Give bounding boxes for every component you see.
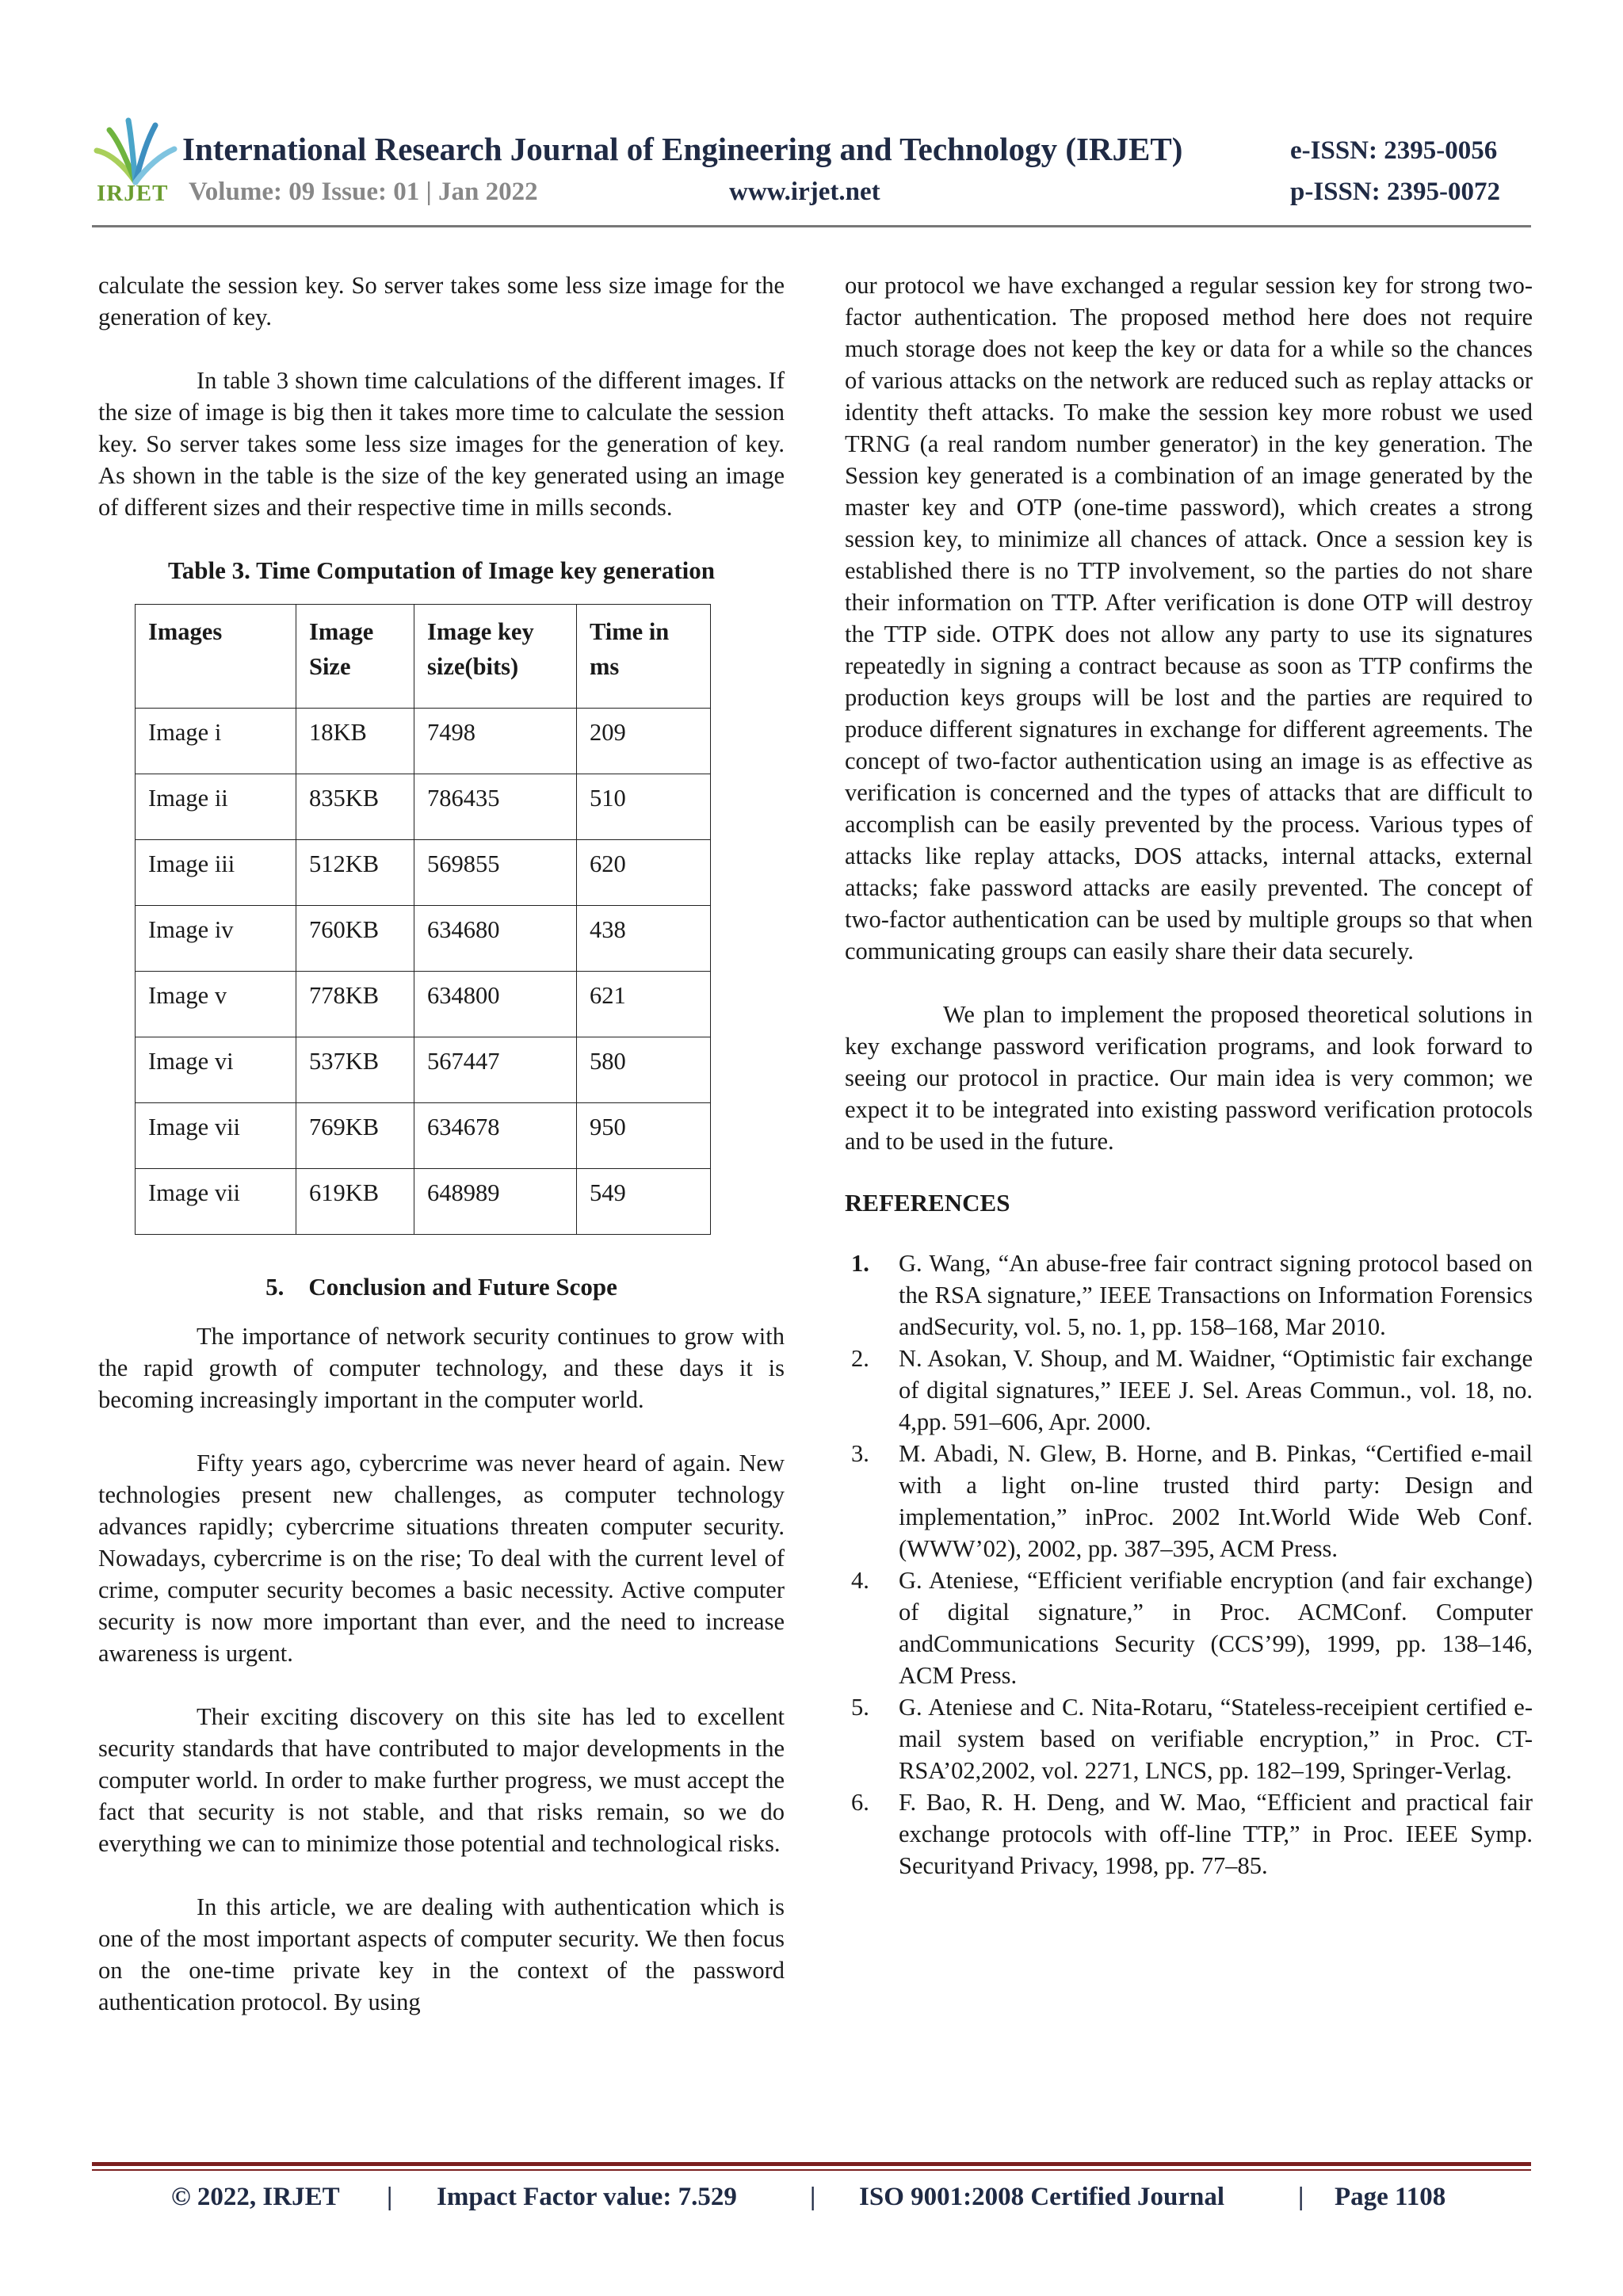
table-cell: 510	[577, 774, 711, 840]
table-cell: 648989	[414, 1169, 577, 1235]
volume-issue: Volume: 09 Issue: 01 | Jan 2022	[189, 178, 538, 206]
table-row	[136, 906, 711, 972]
reference-text: G. Wang, “An abuse-free fair contract signing protocol based on the RSA signature,” IEEE Transactions on Information Forensics andSecurity, vol. 5, no. 1, pp. 158–168, Mar 2010.	[899, 1250, 1533, 1340]
table-cell: 778KB	[296, 972, 414, 1037]
eissn: e-ISSN: 2395-0056	[1290, 136, 1498, 165]
paragraph: Fifty years ago, cybercrime was never heard of again. New technologies present new challenges, as computer technology advances rapidly; cybercrime situations threaten computer security. Nowadays, cybercrime is on the rise; To deal with the current level of crime, computer security becomes a basic necessity. Active computer security is now more important than ever, and the need to increase awareness is urgent.	[98, 1450, 785, 1667]
table-row	[136, 1037, 711, 1103]
table-cell: Image vii	[136, 1103, 296, 1169]
reference-text: G. Ateniese and C. Nita-Rotaru, “Stateless-receipient certified e-mail system based on verifiable encryption,” in Proc. CT-RSA’02,2002, vol. 2271, LNCS, pp. 182–199, Springer-Verlag.	[899, 1694, 1533, 1784]
paragraph: Their exciting discovery on this site has led to excellent security standards that have contributed to major developments in the computer world. In order to make further progress, we must accept the fact that security is not stable, and that risks remain, so we do everything we can to minimize those potential and technological risks.	[98, 1703, 785, 1857]
reference-text: M. Abadi, N. Glew, B. Horne, and B. Pinkas, “Certified e-mail with a light on-line trusted third party: Design and implementation,” inProc. 2002 Int.World Wide Web Conf. (WWW’02), 2002, pp. 387–395, ACM Press.	[899, 1440, 1533, 1562]
journal-title: International Research Journal of Engineering and Technology (IRJET)	[182, 131, 1183, 167]
table-cell: 549	[577, 1169, 711, 1235]
table-cell: 537KB	[296, 1037, 414, 1103]
table-header-cell: Image Size	[296, 605, 414, 709]
paragraph: In table 3 shown time calculations of the different images. If the size of image is big then it takes more time to calculate the session key. So server takes some less size images for the generation of key. As shown in the table is the size of the key generated using an image of different sizes and their respective time in mills seconds.	[98, 367, 785, 521]
time-computation-table	[135, 604, 711, 1235]
reference-item	[845, 1786, 1533, 1881]
table-cell: 634680	[414, 906, 577, 972]
header-divider	[92, 225, 1531, 227]
reference-number: 3.	[851, 1440, 869, 1467]
reference-text: G. Ateniese, “Efficient verifiable encryption (and fair exchange) of digital signature,” in Proc. ACMConf. Computer andCommunications Security (CCS’99), 1999, pp. 138–146, ACM Press.	[899, 1567, 1533, 1689]
table-cell: 835KB	[296, 774, 414, 840]
footer-separator: |	[1298, 2183, 1304, 2211]
table-caption: Table 3. Time Computation of Image key generation	[167, 556, 716, 584]
table-cell: 438	[577, 906, 711, 972]
reference-number: 1.	[851, 1250, 869, 1277]
table-cell: Image vii	[136, 1169, 296, 1235]
table-row	[136, 1169, 711, 1235]
copyright: © 2022, IRJET	[171, 2183, 340, 2211]
table-cell: 512KB	[296, 840, 414, 906]
reference-number: 4.	[851, 1567, 869, 1594]
reference-text: F. Bao, R. H. Deng, and W. Mao, “Efficient and practical fair exchange protocols with off-line TTP,” in Proc. IEEE Symp. Securityand Privacy, 1998, pp. 77–85.	[899, 1789, 1533, 1879]
table-row	[136, 972, 711, 1037]
table-cell: 769KB	[296, 1103, 414, 1169]
table-cell: 18KB	[296, 709, 414, 774]
table-cell: 567447	[414, 1037, 577, 1103]
table-cell: 950	[577, 1103, 711, 1169]
table-cell: Image iv	[136, 906, 296, 972]
reference-item	[845, 1343, 1533, 1438]
table-cell: 580	[577, 1037, 711, 1103]
table-cell: Image vi	[136, 1037, 296, 1103]
reference-number: 6.	[851, 1789, 869, 1816]
footer-divider	[92, 2162, 1531, 2166]
right-column	[845, 269, 1533, 1881]
impact-factor: Impact Factor value: 7.529	[437, 2183, 737, 2211]
table-row	[136, 840, 711, 906]
table-cell: 634800	[414, 972, 577, 1037]
paragraph: We plan to implement the proposed theoretical solutions in key exchange password verification programs, and look forward to seeing our protocol in practice. Our main idea is very common; we expect it to be integrated into existing password verification protocols and to be used in the future.	[845, 1001, 1533, 1155]
table-row	[136, 1103, 711, 1169]
logo-wordmark: IRJET	[97, 181, 169, 206]
left-column	[98, 269, 785, 2018]
table-cell: 7498	[414, 709, 577, 774]
page-number: Page 1108	[1335, 2183, 1446, 2211]
reference-number: 5.	[851, 1694, 869, 1721]
table-cell: 569855	[414, 840, 577, 906]
table-cell: 209	[577, 709, 711, 774]
paragraph: our protocol we have exchanged a regular session key for strong two-factor authentication. The proposed method here does not require much storage does not keep the key or data for a while so the chances of various attacks on the network are reduced such as replay attacks or identity theft attacks. To make the session key more robust we used TRNG (a real random number generator) in the key generation. The Session key generated is a combination of an image generated by the master key and OTP (one-time password), which creates a strong session key, to minimize all chances of attack. Once a session key is established there is no TTP involvement, so the parties do not share their information on TTP. After verification is done OTP will destroy the TTP side. OTPK does not allow any party to use its signatures repeatedly in signing a contract because as soon as TTP confirms the production keys groups will be lost and the parties are required to produce different signatures in exchange for different agreements. The concept of two-factor authentication using an image is as effective as verification is concerned and the types of attacks that are difficult to accomplish can be easily prevented by the process. Various types of attacks like replay attacks, DOS attacks, internal attacks, external attacks; fake password attacks are easily prevented. The concept of two-factor authentication can be used by multiple groups so that when communicating groups can easily share their data securely.	[845, 272, 1533, 965]
table-cell: 634678	[414, 1103, 577, 1169]
footer-separator: |	[810, 2183, 816, 2211]
references-heading: REFERENCES	[845, 1189, 1010, 1217]
journal-website-link[interactable]: www.irjet.net	[729, 178, 880, 206]
footer-divider-thin	[92, 2169, 1531, 2171]
table-header-cell: Image key size(bits)	[414, 605, 577, 709]
paragraph: calculate the session key. So server takes some less size image for the generation of key.	[98, 272, 785, 330]
footer-separator: |	[387, 2183, 393, 2211]
reference-item	[845, 1564, 1533, 1691]
iso-certification: ISO 9001:2008 Certified Journal	[859, 2183, 1225, 2211]
reference-text: N. Asokan, V. Shoup, and M. Waidner, “Optimistic fair exchange of digital signatures,” IEEE J. Sel. Areas Commun., vol. 18, no. 4,pp. 591–606, Apr. 2000.	[899, 1345, 1533, 1435]
reference-item	[845, 1438, 1533, 1564]
table-header-cell: Images	[136, 605, 296, 709]
table-cell: Image iii	[136, 840, 296, 906]
table-header-cell: Time in ms	[577, 605, 711, 709]
reference-number: 2.	[851, 1345, 869, 1372]
section-heading: 5. Conclusion and Future Scope	[265, 1273, 617, 1301]
paragraph: In this article, we are dealing with authentication which is one of the most important aspects of computer security. We then focus on the one-time private key in the context of the password authentication protocol. By using	[98, 1893, 785, 2015]
table-cell: 621	[577, 972, 711, 1037]
table-header-row	[136, 605, 711, 709]
table-row	[136, 709, 711, 774]
table-cell: 760KB	[296, 906, 414, 972]
table-row	[136, 774, 711, 840]
reference-item	[845, 1691, 1533, 1786]
table-cell: Image v	[136, 972, 296, 1037]
table-cell: 786435	[414, 774, 577, 840]
reference-item	[845, 1247, 1533, 1343]
references-list	[845, 1247, 1533, 1881]
table-cell: Image i	[136, 709, 296, 774]
pissn: p-ISSN: 2395-0072	[1290, 178, 1500, 206]
table-cell: Image ii	[136, 774, 296, 840]
table-cell: 619KB	[296, 1169, 414, 1235]
paragraph: The importance of network security continues to grow with the rapid growth of computer technology, and these days it is becoming increasingly important in the computer world.	[98, 1323, 785, 1413]
table-cell: 620	[577, 840, 711, 906]
